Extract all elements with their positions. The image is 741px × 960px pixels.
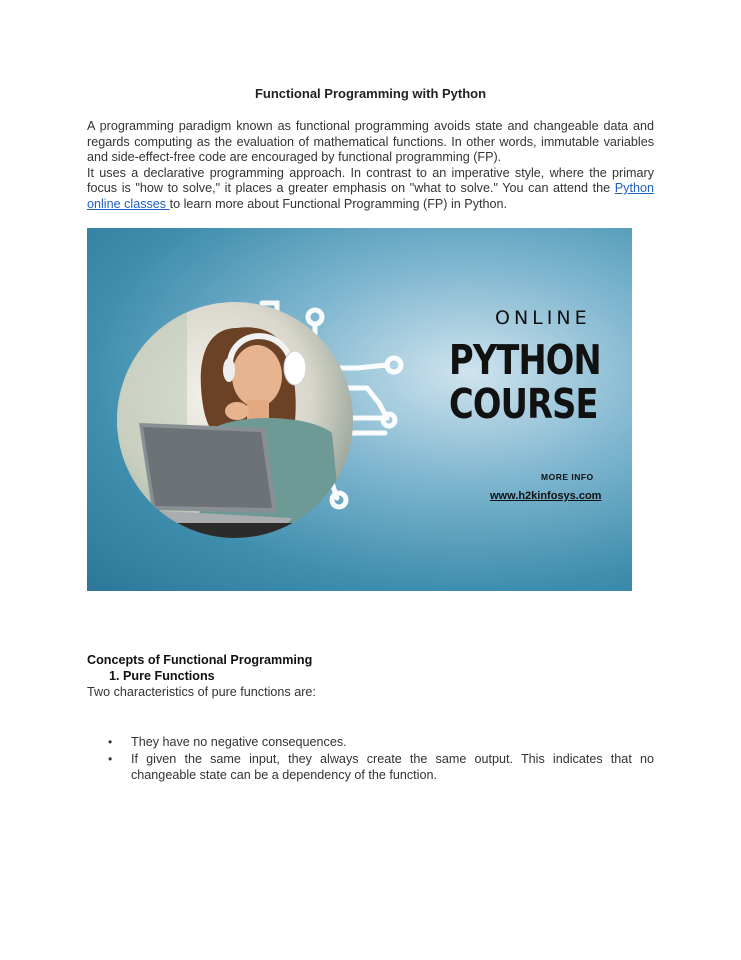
bullet-item xyxy=(108,751,654,784)
banner-url-text: www.h2kinfosys.com xyxy=(490,490,602,502)
intro-text-before-link: It uses a declarative programming approach. In contrast to an imperative style, where the primary focus is "how to solve," it places a greater emphasis on "what to solve." You can attend the xyxy=(87,165,654,195)
python-online-classes-link[interactable]: Python online classes xyxy=(87,181,654,211)
intro-text-after-link: to learn more about Functional Programming (FP) in Python. xyxy=(169,196,507,211)
python-course-banner-image xyxy=(87,228,632,591)
banner-online-text: ONLINE xyxy=(495,307,591,329)
bullet-dot-icon: • xyxy=(108,735,113,749)
banner-more-info-text: MORE INFO xyxy=(541,472,594,482)
bullet-dot-icon: • xyxy=(108,751,113,766)
bullet-text: They have no negative consequences. xyxy=(131,735,347,749)
pure-functions-intro: Two characteristics of pure functions are: xyxy=(87,685,316,699)
pure-functions-subheading: 1. Pure Functions xyxy=(109,669,215,683)
document-title: Functional Programming with Python xyxy=(254,86,487,101)
banner-course-text: COURSE xyxy=(449,380,598,428)
intro-paragraph-2 xyxy=(87,166,654,213)
intro-paragraph-1: A programming paradigm known as functional programming avoids state and changeable data and regards computing as the evaluation of mathematical functions. In other words, immutable variables and side-effect-free code are encouraged by functional programming (FP). xyxy=(87,119,654,164)
pure-functions-bullet-list xyxy=(108,734,654,784)
bullet-text: If given the same input, they always create the same output. This indicates that no changeable state can be a dependency of the function. xyxy=(131,751,654,782)
bullet-item xyxy=(108,734,654,751)
banner-python-text: PYTHON xyxy=(449,336,601,384)
intro-paragraph xyxy=(87,119,654,212)
concepts-heading: Concepts of Functional Programming xyxy=(87,653,313,667)
